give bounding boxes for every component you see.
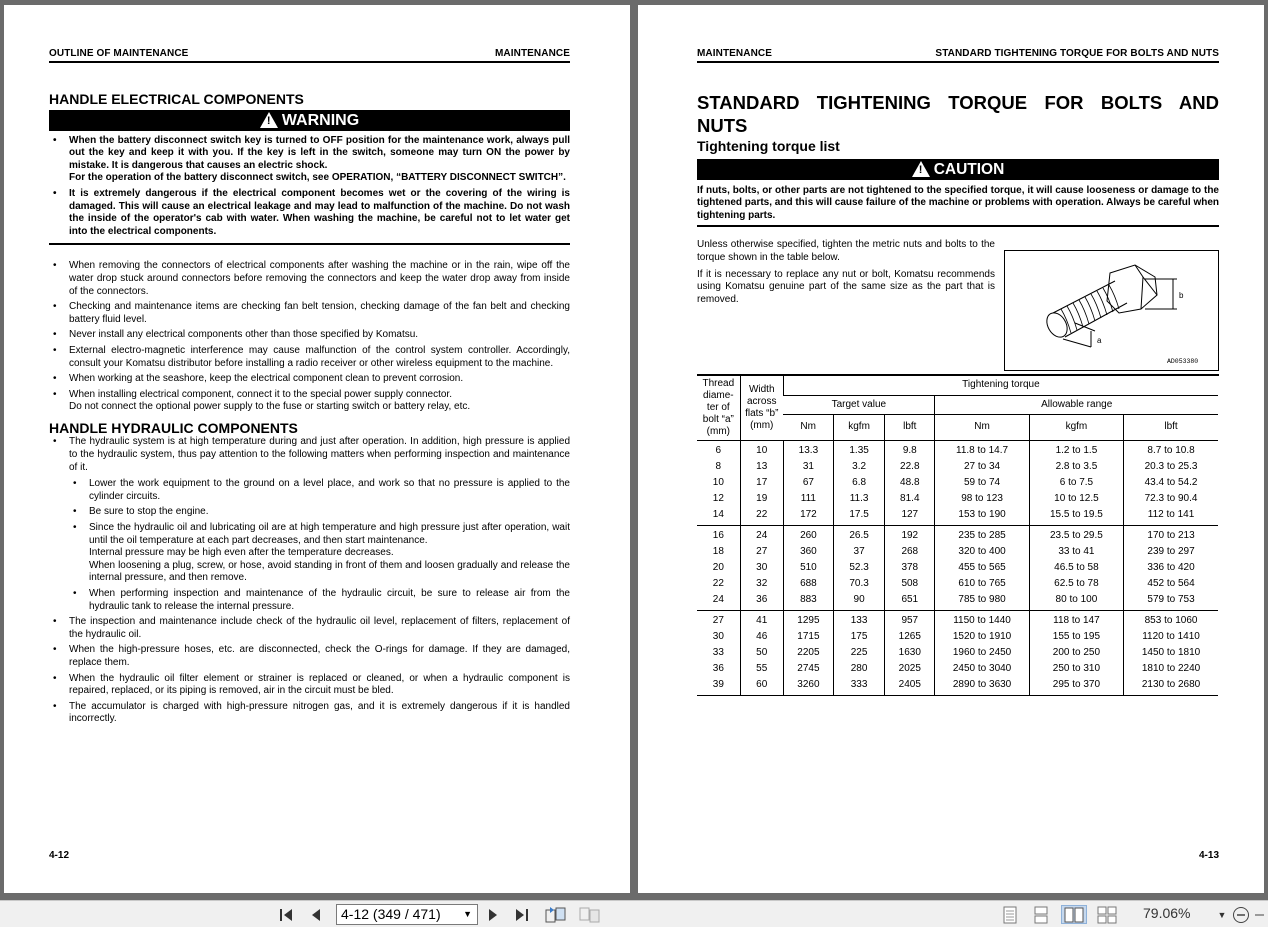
table-cell: 11.3 <box>834 491 885 507</box>
table-cell: 1960 to 2450 <box>935 645 1029 661</box>
table-cell: 250 to 310 <box>1029 661 1123 677</box>
sub-list-item: • Lower the work equipment to the ground on a level place, and work so that no pressure is applied to the cylinder circuits. <box>69 478 570 503</box>
table-cell: 6.8 <box>834 475 885 491</box>
table-cell: 1150 to 1440 <box>935 610 1029 629</box>
svg-text:b: b <box>1179 291 1184 300</box>
table-cell: 8 <box>715 460 722 472</box>
table-cell: 651 <box>885 592 935 611</box>
table-cell: 172 <box>783 507 833 526</box>
table-cell: 112 to 141 <box>1124 507 1218 526</box>
warning-end-rule <box>49 243 570 245</box>
torque-table-body <box>697 440 1218 695</box>
table-row <box>697 475 1218 491</box>
table-cell: 853 to 1060 <box>1124 610 1218 629</box>
table-cell: 2890 to 3630 <box>935 677 1029 696</box>
chevron-down-icon[interactable]: ▼ <box>463 909 472 919</box>
section-title-hydraulic: HANDLE HYDRAULIC COMPONENTS <box>49 419 298 436</box>
subtitle: Tightening torque list <box>697 138 840 154</box>
table-cell: 6 <box>715 444 722 456</box>
table-row <box>697 440 1218 459</box>
table-cell: 1.2 to 1.5 <box>1029 440 1123 459</box>
first-page-icon[interactable] <box>276 905 296 924</box>
table-row <box>697 525 1218 544</box>
list-item: • External electro-magnetic interference may cause malfunction of the control system controller. Accordingly, consult your Komatsu distributor before installing a radio receiver or other wireless equipment to the machine. <box>49 345 570 370</box>
table-cell: 883 <box>783 592 833 611</box>
zoom-level[interactable]: 79.06% <box>1143 905 1191 921</box>
table-cell: 20 <box>712 561 724 573</box>
header-rule <box>49 61 570 63</box>
table-cell: 452 to 564 <box>1124 576 1218 592</box>
table-cell: 17 <box>740 475 783 491</box>
table-row <box>697 459 1218 475</box>
table-cell: 43.4 to 54.2 <box>1124 475 1218 491</box>
left-content <box>49 93 570 729</box>
table-cell: 72.3 to 90.4 <box>1124 491 1218 507</box>
warning-label: WARNING <box>281 111 360 129</box>
table-cell: 33 to 41 <box>1029 544 1123 560</box>
table-cell: 90 <box>834 592 885 611</box>
table-cell: 30 <box>712 630 724 642</box>
table-cell: 20.3 to 25.3 <box>1124 459 1218 475</box>
table-cell: 37 <box>834 544 885 560</box>
viewer-toolbar <box>0 900 1268 927</box>
table-cell: 1630 <box>885 645 935 661</box>
table-cell: 455 to 565 <box>935 560 1029 576</box>
table-cell: 155 to 195 <box>1029 629 1123 645</box>
table-cell: 280 <box>834 661 885 677</box>
table-cell: 81.4 <box>885 491 935 507</box>
unit-header: kgfm <box>834 414 885 440</box>
table-row <box>697 507 1218 526</box>
page-number-input[interactable]: 4-12 (349 / 471) ▼ <box>336 904 478 925</box>
list-item: • The hydraulic system is at high temperature during and just after operation. In addition, high pressure is applied to the hydraulic system, thus pay attention to the following matters when performing inspection and maintenance of it. • Lower the work equipment to the ground on a level place, and work so that no pressure is applied to the cylinder circuits. • Be sure to stop the engine. • Since the hydraulic oil and lubricating oil are at high temperature and high pressure just after operation, wait until the oil temperature at each part decreases, and then start maintenance. Internal pressure may be high even after the temperature decreases. When loosening a plug, screw, or hose, avoid standing in front of them and loosen gradually and release the internal pressure, and then remove. • When performing inspection and maintenance of the hydraulic circuit, be sure to release air from the hydraulic tank to release the internal pressure. <box>49 436 570 613</box>
table-cell: 55 <box>740 661 783 677</box>
table-cell: 610 to 765 <box>935 576 1029 592</box>
table-cell: 1295 <box>783 610 833 629</box>
table-cell: 10 to 12.5 <box>1029 491 1123 507</box>
electrical-list <box>49 260 570 414</box>
table-cell: 1120 to 1410 <box>1124 629 1218 645</box>
table-cell: 111 <box>783 491 833 507</box>
caution-label: CAUTION <box>933 160 1005 178</box>
table-cell: 13.3 <box>783 440 833 459</box>
table-cell: 957 <box>885 610 935 629</box>
table-cell: 41 <box>740 610 783 629</box>
table-cell: 579 to 753 <box>1124 592 1218 611</box>
table-cell: 27 to 34 <box>935 459 1029 475</box>
table-cell: 1520 to 1910 <box>935 629 1029 645</box>
caution-banner <box>697 159 1219 180</box>
sub-list-item: • Since the hydraulic oil and lubricating oil are at high temperature and high pressure just after operation, wait until the oil temperature at each part decreases, and then start maintenance. Internal pressure may be high even after the temperature decreases. When loosening a plug, screw, or hose, avoid standing in front of them and loosen gradually and release the internal pressure, and then remove. <box>69 522 570 585</box>
warning-item: • It is extremely dangerous if the electrical component becomes wet or the covering of the wiring is damaged. This will cause an electrical leakage and may lead to malfunction of the machine. Do not wash the inside of the operator's cab with water. When washing the machine, be careful not to let water get into the electrical components. <box>49 188 570 238</box>
table-cell: 33 <box>712 646 724 658</box>
list-item: • When removing the connectors of electrical components after washing the machine or in the rain, wipe off the water drop stuck around connectors before removing the connectors and keep the water drop away from inside of the connectors. <box>49 260 570 298</box>
unit-header: Nm <box>935 414 1029 440</box>
sub-list-item: • When performing inspection and maintenance of the hydraulic circuit, be sure to release air from the hydraulic tank to release the internal pressure. <box>69 588 570 613</box>
previous-view-icon[interactable] <box>544 905 568 924</box>
table-cell: 3.2 <box>834 459 885 475</box>
table-cell: 11.8 to 14.7 <box>935 440 1029 459</box>
svg-text:AD053380: AD053380 <box>1167 358 1199 365</box>
table-cell: 14 <box>697 507 740 526</box>
table-cell: 50 <box>740 645 783 661</box>
table-cell: 10 <box>740 440 783 459</box>
sub-list-item: • Be sure to stop the engine. <box>69 506 570 519</box>
table-cell: 175 <box>834 629 885 645</box>
table-cell: 1450 to 1810 <box>1124 645 1218 661</box>
table-cell: 333 <box>834 677 885 696</box>
col-header-width: Width across flats “b” (mm) <box>740 376 783 440</box>
page-4-12 <box>4 5 630 893</box>
caution-text: If nuts, bolts, or other parts are not tightened to the specified torque, it will cause looseness or damage to the tightened parts, and this will cause failure of the machine or problems with operation. Always be careful when tightening parts. <box>697 184 1219 221</box>
table-cell: 98 to 123 <box>935 491 1029 507</box>
col-header-thread: Thread diame- ter of bolt “a” (mm) <box>697 376 740 440</box>
table-cell: 48.8 <box>885 475 935 491</box>
table-cell: 235 to 285 <box>935 525 1029 544</box>
list-item: • The inspection and maintenance include check of the hydraulic oil level, replacement of filters, replacement of the hydraulic oil. <box>49 616 570 641</box>
table-cell: 31 <box>783 459 833 475</box>
two-page-view-icon[interactable] <box>1061 905 1087 924</box>
page-number: 4-12 <box>49 850 70 861</box>
unit-header: kgfm <box>1029 414 1123 440</box>
table-row <box>697 560 1218 576</box>
table-cell: 2130 to 2680 <box>1124 677 1218 696</box>
unit-header: Nm <box>783 414 833 440</box>
hydraulic-sub-list <box>69 478 570 613</box>
table-cell: 60 <box>740 677 783 696</box>
table-cell: 67 <box>783 475 833 491</box>
list-item: • Never install any electrical components other than those specified by Komatsu. <box>49 329 570 342</box>
warning-banner <box>49 110 570 131</box>
table-cell: 13 <box>740 459 783 475</box>
list-item: • The accumulator is charged with high-pressure nitrogen gas, and it is extremely dangerous if it is handled incorrectly. <box>49 701 570 726</box>
table-cell: 2405 <box>885 677 935 696</box>
table-cell: 27 <box>740 544 783 560</box>
table-cell: 239 to 297 <box>1124 544 1218 560</box>
table-cell: 26.5 <box>834 525 885 544</box>
table-cell: 6 to 7.5 <box>1029 475 1123 491</box>
running-header-left: OUTLINE OF MAINTENANCE <box>49 48 189 59</box>
table-cell: 153 to 190 <box>935 507 1029 526</box>
table-row <box>697 610 1218 629</box>
table-cell: 320 to 400 <box>935 544 1029 560</box>
next-page-icon[interactable] <box>483 905 503 924</box>
table-cell: 170 to 213 <box>1124 525 1218 544</box>
table-cell: 133 <box>834 610 885 629</box>
table-cell: 19 <box>740 491 783 507</box>
list-item: • When installing electrical component, connect it to the special power supply connector. Do not connect the optional power supply to the fuse or starting switch or battery relay, etc. <box>49 389 570 414</box>
header-rule <box>697 61 1219 63</box>
table-cell: 27 <box>712 614 724 626</box>
table-cell: 22 <box>740 507 783 526</box>
table-cell: 32 <box>740 576 783 592</box>
single-page-view-icon[interactable] <box>1000 905 1020 924</box>
table-cell: 268 <box>885 544 935 560</box>
torque-table-wrap <box>697 374 1219 696</box>
last-page-icon[interactable] <box>512 905 534 924</box>
table-cell: 2450 to 3040 <box>935 661 1029 677</box>
group-header-target: Target value <box>783 395 935 414</box>
table-row <box>697 661 1218 677</box>
caution-triangle-icon <box>912 161 930 177</box>
table-cell: 30 <box>740 560 783 576</box>
unit-header: lbft <box>885 414 935 440</box>
hydraulic-list <box>49 436 570 725</box>
table-cell: 3260 <box>783 677 833 696</box>
table-cell: 360 <box>783 544 833 560</box>
table-cell: 2205 <box>783 645 833 661</box>
section-title-electrical: HANDLE ELECTRICAL COMPONENTS <box>49 91 304 107</box>
warning-item: • When the battery disconnect switch key is turned to OFF position for the maintenance work, always pull out the key and keep it with you. If the key is left in the switch, someone may turn ON the power by mistake. It is dangerous that causes an electric shock. For the operation of the battery disconnect switch, see OPERATION, “BATTERY DISCONNECT SWITCH”. <box>49 135 570 185</box>
continuous-view-icon[interactable] <box>1031 905 1051 924</box>
warning-list <box>49 135 570 239</box>
table-cell: 70.3 <box>834 576 885 592</box>
table-cell: 225 <box>834 645 885 661</box>
table-cell: 1265 <box>885 629 935 645</box>
table-cell: 192 <box>885 525 935 544</box>
table-cell: 2745 <box>783 661 833 677</box>
table-cell: 260 <box>783 525 833 544</box>
table-cell: 22 <box>712 577 724 589</box>
table-cell: 2025 <box>885 661 935 677</box>
table-cell: 23.5 to 29.5 <box>1029 525 1123 544</box>
table-cell: 200 to 250 <box>1029 645 1123 661</box>
table-cell: 2.8 to 3.5 <box>1029 459 1123 475</box>
bolt-drawing <box>1005 251 1218 370</box>
table-cell: 59 to 74 <box>935 475 1029 491</box>
table-cell: 688 <box>783 576 833 592</box>
table-cell: 127 <box>885 507 935 526</box>
table-cell: 118 to 147 <box>1029 610 1123 629</box>
list-item: • When the high-pressure hoses, etc. are disconnected, check the O-rings for damage. If they are damaged, replace them. <box>49 644 570 669</box>
page-title: STANDARD TIGHTENING TORQUE FOR BOLTS AND NUTS <box>697 92 1219 136</box>
warning-triangle-icon <box>260 112 278 128</box>
table-cell: 18 <box>712 545 724 557</box>
table-row <box>697 544 1218 560</box>
table-cell: 1810 to 2240 <box>1124 661 1218 677</box>
zoom-out-icon[interactable] <box>1231 905 1251 924</box>
table-cell: 15.5 to 19.5 <box>1029 507 1123 526</box>
table-cell: 785 to 980 <box>935 592 1029 611</box>
zoom-separator <box>1253 905 1265 924</box>
group-header-torque: Tightening torque <box>783 376 1218 395</box>
table-cell: 52.3 <box>834 560 885 576</box>
table-cell: 46.5 to 58 <box>1029 560 1123 576</box>
next-view-icon[interactable] <box>578 905 602 924</box>
page-number: 4-13 <box>1198 850 1219 861</box>
intro-para: Unless otherwise specified, tighten the metric nuts and bolts to the torque shown in the table below. <box>697 239 995 263</box>
table-row <box>697 491 1218 507</box>
caution-end-rule <box>697 225 1219 227</box>
running-header-right: STANDARD TIGHTENING TORQUE FOR BOLTS AND NUTS <box>935 48 1219 59</box>
table-cell: 39 <box>697 677 740 696</box>
table-cell: 295 to 370 <box>1029 677 1123 696</box>
table-cell: 46 <box>740 629 783 645</box>
group-header-range: Allowable range <box>935 395 1218 414</box>
table-cell: 24 <box>740 525 783 544</box>
table-cell: 12 <box>712 492 724 504</box>
intro-para: If it is necessary to replace any nut or bolt, Komatsu recommends using Komatsu genuine part of the same size as the part that is removed. <box>697 268 995 305</box>
table-cell: 336 to 420 <box>1124 560 1218 576</box>
zoom-dropdown-icon[interactable]: ▼ <box>1217 909 1227 920</box>
list-item: • When working at the seashore, keep the electrical component clean to prevent corrosion. <box>49 373 570 386</box>
table-cell: 10 <box>712 476 724 488</box>
table-cell: 378 <box>885 560 935 576</box>
running-header-left: MAINTENANCE <box>697 48 772 59</box>
table-cell: 8.7 to 10.8 <box>1124 440 1218 459</box>
running-header-right: MAINTENANCE <box>495 48 570 59</box>
table-cell: 24 <box>697 592 740 611</box>
table-row <box>697 629 1218 645</box>
table-cell: 36 <box>740 592 783 611</box>
table-cell: 9.8 <box>885 440 935 459</box>
table-cell: 80 to 100 <box>1029 592 1123 611</box>
torque-table <box>697 376 1218 696</box>
table-row <box>697 645 1218 661</box>
table-cell: 508 <box>885 576 935 592</box>
table-cell: 16 <box>712 529 724 541</box>
table-cell: 22.8 <box>885 459 935 475</box>
unit-header: lbft <box>1124 414 1218 440</box>
page-4-13 <box>638 5 1264 893</box>
table-row <box>697 592 1218 611</box>
table-cell: 17.5 <box>834 507 885 526</box>
list-item: • Checking and maintenance items are checking fan belt tension, checking damage of the fan belt and checking battery fluid level. <box>49 301 570 326</box>
table-cell: 62.5 to 78 <box>1029 576 1123 592</box>
table-row <box>697 576 1218 592</box>
bolt-figure <box>1004 250 1219 371</box>
svg-text:a: a <box>1097 336 1102 345</box>
table-cell: 1715 <box>783 629 833 645</box>
table-cell: 510 <box>783 560 833 576</box>
list-item: • When the hydraulic oil filter element or strainer is replaced or cleaned, or when a hydraulic component is repaired, replaced, or its piping is removed, air in the circuit must be bled. <box>49 673 570 698</box>
table-cell: 36 <box>712 662 724 674</box>
two-page-continuous-icon[interactable] <box>1096 905 1118 924</box>
table-row <box>697 677 1218 696</box>
table-cell: 1.35 <box>834 440 885 459</box>
previous-page-icon[interactable] <box>306 905 326 924</box>
